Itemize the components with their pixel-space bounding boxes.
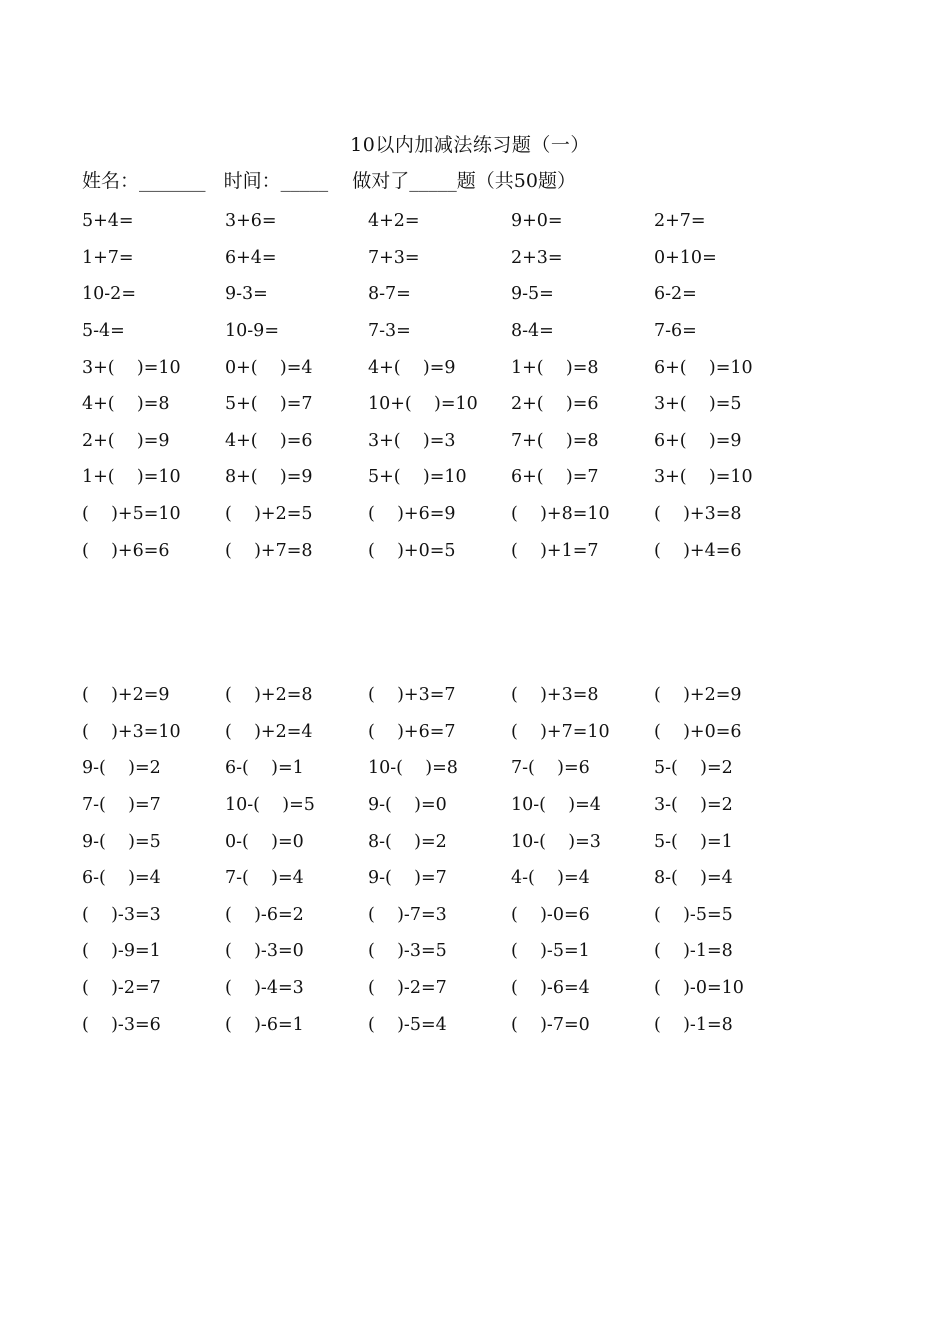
math-problem: 8-( )=4 <box>654 868 733 889</box>
problem-row <box>82 532 822 569</box>
math-problem: ( )+3=10 <box>82 721 181 742</box>
math-problem: 10-( )=4 <box>511 795 601 816</box>
math-problem: ( )-6=2 <box>225 904 304 925</box>
problem-row <box>82 459 822 496</box>
problem-row <box>82 933 822 970</box>
math-problem: 9-( )=0 <box>368 795 447 816</box>
problem-grid-top <box>82 203 822 569</box>
math-problem: ( )+2=9 <box>82 685 170 706</box>
math-problem: 8-7= <box>368 284 411 305</box>
math-problem: ( )-3=6 <box>82 1014 161 1035</box>
problem-row <box>82 496 822 533</box>
problem-row <box>82 970 822 1007</box>
math-problem: 6+4= <box>225 247 277 268</box>
math-problem: 9-( )=2 <box>82 758 161 779</box>
math-problem: 4+( )=8 <box>82 394 170 415</box>
math-problem: ( )-6=1 <box>225 1014 304 1035</box>
problem-row <box>82 787 822 824</box>
math-problem: 7+( )=8 <box>511 430 599 451</box>
math-problem: 10-( )=5 <box>225 795 315 816</box>
math-problem: ( )-3=3 <box>82 904 161 925</box>
math-problem: 9-( )=5 <box>82 831 161 852</box>
math-problem: 7+3= <box>368 247 420 268</box>
math-problem: 3+( )=5 <box>654 394 742 415</box>
math-problem: 3+( )=3 <box>368 430 456 451</box>
problem-row <box>82 423 822 460</box>
math-problem: ( )-5=1 <box>511 941 590 962</box>
problem-grid-bottom <box>82 677 822 1043</box>
math-problem: 0-( )=0 <box>225 831 304 852</box>
math-problem: ( )+2=5 <box>225 504 313 525</box>
problem-row <box>82 349 822 386</box>
math-problem: 10-2= <box>82 284 136 305</box>
math-problem: 3+6= <box>225 211 277 232</box>
math-problem: 3+( )=10 <box>654 467 753 488</box>
math-problem: ( )+7=10 <box>511 721 610 742</box>
math-problem: ( )-1=8 <box>654 941 733 962</box>
worksheet-title: 10以内加减法练习题（一） <box>350 134 590 156</box>
math-problem: 6-( )=4 <box>82 868 161 889</box>
math-problem: 1+7= <box>82 247 134 268</box>
problem-row <box>82 203 822 240</box>
math-problem: 6+( )=10 <box>654 357 753 378</box>
problem-row <box>82 276 822 313</box>
math-problem: 7-( )=6 <box>511 758 590 779</box>
math-problem: ( )+3=7 <box>368 685 456 706</box>
math-problem: 5+( )=10 <box>368 467 467 488</box>
math-problem: 2+3= <box>511 247 563 268</box>
math-problem: 9-5= <box>511 284 554 305</box>
math-problem: 4+2= <box>368 211 420 232</box>
student-info-line: 姓名：_______ 时间：_____ 做对了_____题（共50题） <box>82 170 576 192</box>
math-problem: 5-( )=1 <box>654 831 733 852</box>
math-problem: 6-2= <box>654 284 697 305</box>
problem-row <box>82 240 822 277</box>
math-problem: ( )+6=6 <box>82 540 170 561</box>
math-problem: 4-( )=4 <box>511 868 590 889</box>
math-problem: 5-4= <box>82 321 125 342</box>
math-problem: 5+( )=7 <box>225 394 313 415</box>
math-problem: ( )+0=6 <box>654 721 742 742</box>
math-problem: 9-3= <box>225 284 268 305</box>
math-problem: ( )+5=10 <box>82 504 181 525</box>
math-problem: ( )-7=3 <box>368 904 447 925</box>
math-problem: 1+( )=8 <box>511 357 599 378</box>
math-problem: ( )+2=8 <box>225 685 313 706</box>
math-problem: ( )-7=0 <box>511 1014 590 1035</box>
problem-row <box>82 823 822 860</box>
math-problem: ( )-2=7 <box>368 978 447 999</box>
math-problem: 7-6= <box>654 321 697 342</box>
math-problem: ( )+6=7 <box>368 721 456 742</box>
problem-row <box>82 750 822 787</box>
math-problem: 9-( )=7 <box>368 868 447 889</box>
math-problem: 2+( )=6 <box>511 394 599 415</box>
math-problem: ( )-0=6 <box>511 904 590 925</box>
math-problem: 6-( )=1 <box>225 758 304 779</box>
math-problem: ( )+2=4 <box>225 721 313 742</box>
math-problem: ( )-2=7 <box>82 978 161 999</box>
math-problem: ( )+7=8 <box>225 540 313 561</box>
math-problem: 6+( )=9 <box>654 430 742 451</box>
math-problem: 10-( )=8 <box>368 758 458 779</box>
math-problem: 7-3= <box>368 321 411 342</box>
math-problem: 10-( )=3 <box>511 831 601 852</box>
math-problem: ( )+3=8 <box>511 685 599 706</box>
math-problem: ( )+3=8 <box>654 504 742 525</box>
math-problem: ( )-5=5 <box>654 904 733 925</box>
problem-row <box>82 897 822 934</box>
problem-row <box>82 860 822 897</box>
math-problem: ( )+4=6 <box>654 540 742 561</box>
problem-row <box>82 313 822 350</box>
math-problem: 10+( )=10 <box>368 394 478 415</box>
math-problem: 10-9= <box>225 321 279 342</box>
math-problem: 1+( )=10 <box>82 467 181 488</box>
math-problem: 8+( )=9 <box>225 467 313 488</box>
math-problem: ( )-0=10 <box>654 978 744 999</box>
math-problem: 7-( )=4 <box>225 868 304 889</box>
problem-row <box>82 1006 822 1043</box>
math-problem: ( )-9=1 <box>82 941 161 962</box>
math-problem: 8-( )=2 <box>368 831 447 852</box>
math-problem: 5+4= <box>82 211 134 232</box>
math-problem: 2+7= <box>654 211 706 232</box>
math-problem: ( )-3=5 <box>368 941 447 962</box>
math-problem: ( )-5=4 <box>368 1014 447 1035</box>
math-problem: ( )-1=8 <box>654 1014 733 1035</box>
math-problem: 0+10= <box>654 247 717 268</box>
math-problem: 9+0= <box>511 211 563 232</box>
math-problem: 0+( )=4 <box>225 357 313 378</box>
math-problem: ( )+8=10 <box>511 504 610 525</box>
problem-row <box>82 677 822 714</box>
math-problem: ( )-4=3 <box>225 978 304 999</box>
problem-row <box>82 386 822 423</box>
math-problem: 2+( )=9 <box>82 430 170 451</box>
problem-row <box>82 714 822 751</box>
math-problem: 3+( )=10 <box>82 357 181 378</box>
math-problem: ( )-3=0 <box>225 941 304 962</box>
math-problem: 4+( )=9 <box>368 357 456 378</box>
math-problem: ( )+6=9 <box>368 504 456 525</box>
math-problem: 8-4= <box>511 321 554 342</box>
math-problem: 6+( )=7 <box>511 467 599 488</box>
math-problem: ( )+0=5 <box>368 540 456 561</box>
math-problem: 3-( )=2 <box>654 795 733 816</box>
math-problem: 7-( )=7 <box>82 795 161 816</box>
math-problem: ( )+2=9 <box>654 685 742 706</box>
math-problem: ( )-6=4 <box>511 978 590 999</box>
math-problem: ( )+1=7 <box>511 540 599 561</box>
math-problem: 5-( )=2 <box>654 758 733 779</box>
math-problem: 4+( )=6 <box>225 430 313 451</box>
